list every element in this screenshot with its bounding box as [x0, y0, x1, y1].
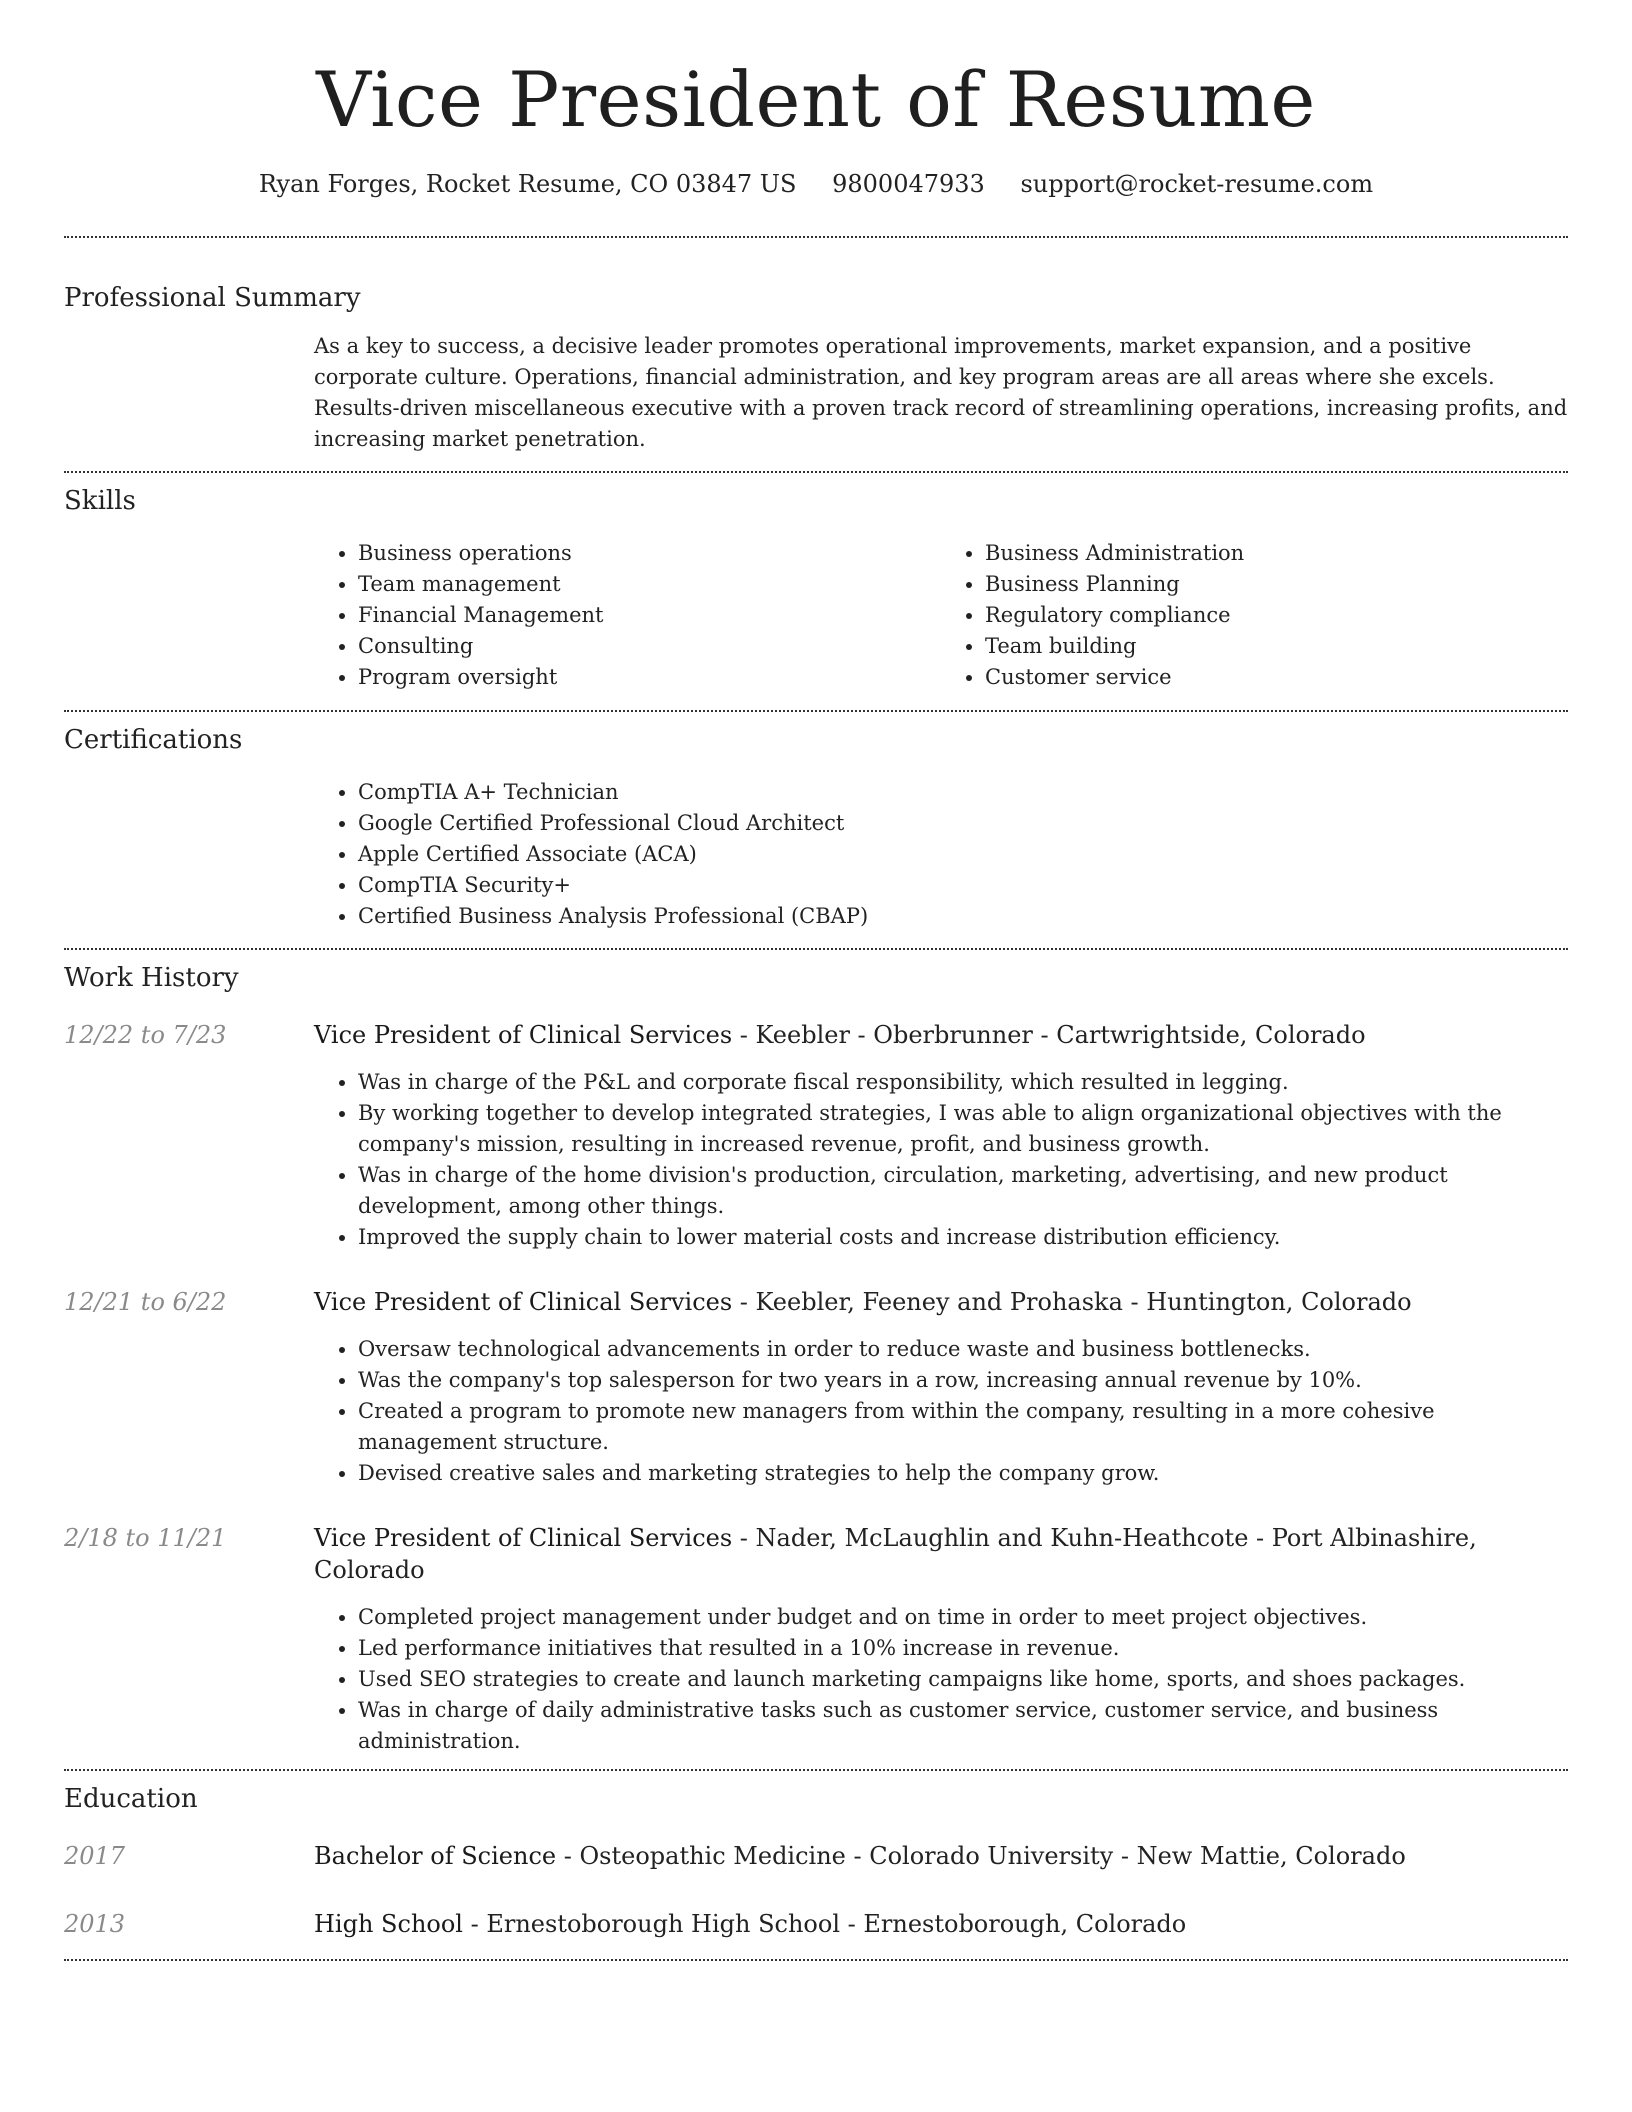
list-item: • Was in charge of the home division's production, circulation, marketing, advertising, and new product development, among other things.	[358, 1160, 1568, 1222]
certifications-section	[64, 712, 1568, 932]
divider	[64, 1959, 1568, 1961]
list-item: • Consulting	[358, 631, 941, 662]
education-degree: High School	[314, 1910, 463, 1938]
list-item: • Used SEO strategies to create and launch marketing campaigns like home, sports, and shoes packages.	[358, 1664, 1568, 1695]
job-date: 12/21 to 6/22	[64, 1288, 227, 1316]
list-item: • Improved the supply chain to lower material costs and increase distribution efficiency.	[358, 1222, 1568, 1253]
job-date: 12/22 to 7/23	[64, 1021, 227, 1049]
list-item: • Apple Certified Associate (ACA)	[358, 839, 1568, 870]
section-title: Certifications	[64, 725, 243, 755]
list-item: • Devised creative sales and marketing strategies to help the company grow.	[358, 1458, 1568, 1489]
job-entry	[64, 1522, 1568, 1757]
job-employer-location: - Keebler - Oberbrunner - Cartwrightside, Colorado	[732, 1021, 1366, 1049]
job-employer-location: - Keebler, Feeney and Prohaska - Huntington, Colorado	[732, 1288, 1412, 1316]
contact-line	[0, 168, 1632, 200]
list-item: • Regulatory compliance	[985, 600, 1568, 631]
list-item: • CompTIA A+ Technician	[358, 777, 1568, 808]
list-item: • CompTIA Security+	[358, 870, 1568, 901]
education-title	[314, 1908, 1568, 1940]
job-title	[314, 1522, 1568, 1586]
skills-list-left	[314, 538, 941, 693]
job-title	[314, 1286, 1568, 1318]
section-title: Work History	[64, 963, 239, 993]
education-date: 2013	[64, 1910, 126, 1938]
section-title: Professional Summary	[64, 283, 361, 313]
job-bullets	[314, 1067, 1568, 1253]
education-degree: Bachelor of Science	[314, 1842, 557, 1870]
resume-header	[0, 0, 1632, 200]
professional-summary-section	[64, 238, 1568, 455]
list-item: • Customer service	[985, 662, 1568, 693]
list-item: • Business Administration	[985, 538, 1568, 569]
education-school-location: - Osteopathic Medicine - Colorado University - New Mattie, Colorado	[556, 1842, 1406, 1870]
list-item: • Certified Business Analysis Professional (CBAP)	[358, 901, 1568, 932]
list-item: • Was in charge of the P&L and corporate fiscal responsibility, which resulted in legging.	[358, 1067, 1568, 1098]
list-item: • Team management	[358, 569, 941, 600]
education-entry	[64, 1908, 1568, 1940]
list-item: • Business Planning	[985, 569, 1568, 600]
education-date: 2017	[64, 1842, 126, 1870]
list-item: • Completed project management under budget and on time in order to meet project objectives.	[358, 1602, 1568, 1633]
skills-section	[64, 473, 1568, 693]
summary-text: As a key to success, a decisive leader promotes operational improvements, market expansion, and a positive corporate culture. Operations, financial administration, and key program areas are all areas where she excels. Results-driven miscellaneous executive with a proven track record of streamlining operations, increasing profits, and increasing market penetration.	[314, 334, 1568, 451]
list-item: • Was in charge of daily administrative tasks such as customer service, customer service, and business administration.	[358, 1695, 1568, 1757]
list-item: • Led performance initiatives that resulted in a 10% increase in revenue.	[358, 1633, 1568, 1664]
job-date: 2/18 to 11/21	[64, 1524, 227, 1552]
list-item: • Business operations	[358, 538, 941, 569]
certifications-list	[314, 777, 1568, 932]
list-item: • Financial Management	[358, 600, 941, 631]
list-item: • Was the company's top salesperson for two years in a row, increasing annual revenue by 10%.	[358, 1365, 1568, 1396]
job-role: Vice President of Clinical Services	[314, 1288, 733, 1316]
education-entry	[64, 1840, 1568, 1872]
job-bullets	[314, 1334, 1568, 1489]
section-title: Skills	[64, 486, 136, 516]
resume-name: Vice President of Resume	[316, 55, 1316, 144]
list-item: • Team building	[985, 631, 1568, 662]
list-item: • Oversaw technological advancements in order to reduce waste and business bottlenecks.	[358, 1334, 1568, 1365]
contact-email: support@rocket-resume.com	[1020, 170, 1374, 198]
list-item: • Created a program to promote new managers from within the company, resulting in a more cohesive management structure.	[358, 1396, 1568, 1458]
job-entry	[64, 1019, 1568, 1253]
education-title	[314, 1840, 1568, 1872]
contact-phone: 9800047933	[832, 170, 985, 198]
job-employer-location: - Nader, McLaughlin and Kuhn-Heathcote - Port Albinashire, Colorado	[314, 1524, 1477, 1584]
list-item: • By working together to develop integrated strategies, I was able to align organizational objectives with the company's mission, resulting in increased revenue, profit, and business growth.	[358, 1098, 1568, 1160]
section-title: Education	[64, 1784, 198, 1814]
education-section	[64, 1771, 1568, 1940]
list-item: • Program oversight	[358, 662, 941, 693]
job-role: Vice President of Clinical Services	[314, 1524, 733, 1552]
education-school-location: - Ernestoborough High School - Ernestoborough, Colorado	[462, 1910, 1187, 1938]
skills-list-right	[941, 538, 1568, 693]
job-bullets	[314, 1602, 1568, 1757]
list-item: • Google Certified Professional Cloud Architect	[358, 808, 1568, 839]
contact-address: Ryan Forges, Rocket Resume, CO 03847 US	[258, 170, 797, 198]
job-entry	[64, 1286, 1568, 1489]
job-title	[314, 1019, 1568, 1051]
job-role: Vice President of Clinical Services	[314, 1021, 733, 1049]
work-history-section	[64, 950, 1568, 1757]
